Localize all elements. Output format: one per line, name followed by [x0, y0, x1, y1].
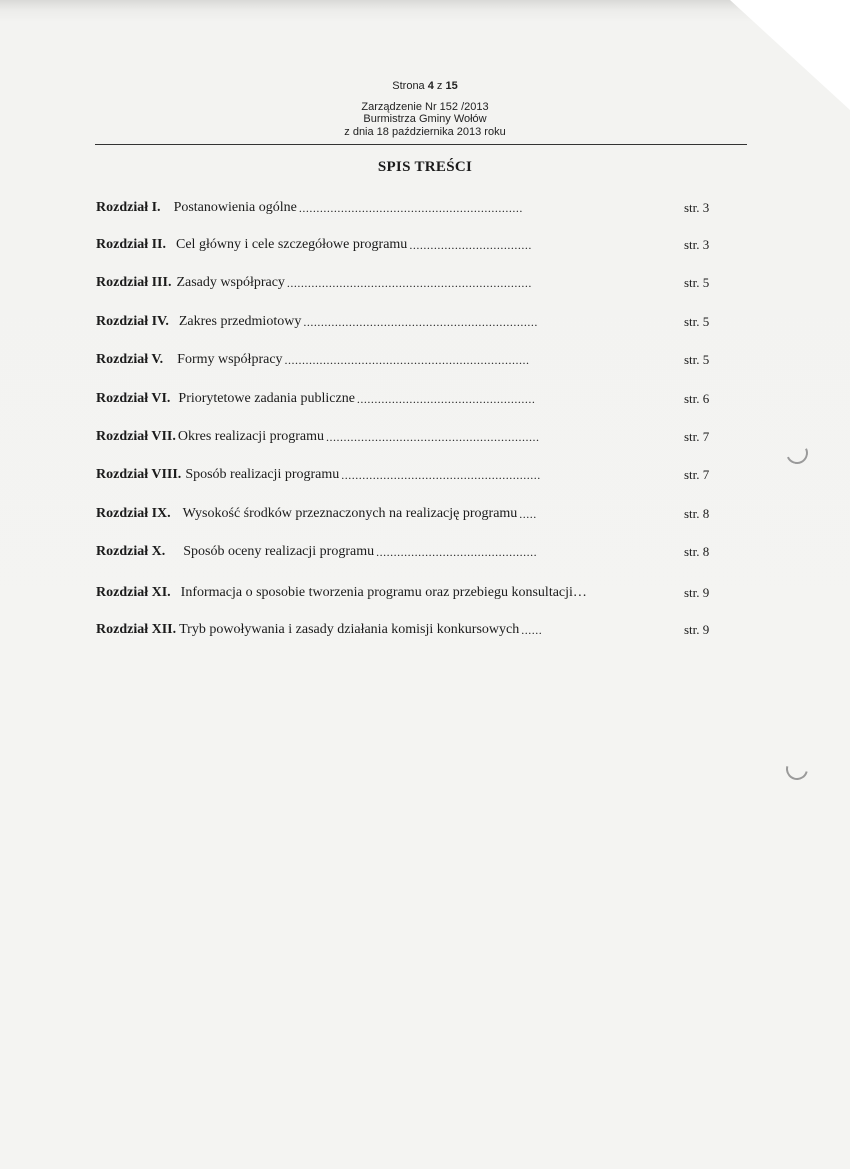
toc-chapter: Rozdział I. — [96, 200, 161, 215]
toc-page-ref: str. 5 — [684, 275, 710, 290]
toc-entry-title: Cel główny i cele szczegółowe programu — [176, 237, 408, 252]
toc-page-ref: str. 7 — [684, 429, 710, 444]
toc-chapter: Rozdział II. — [96, 237, 166, 252]
toc-entry-title: Sposób oceny realizacji programu — [183, 544, 375, 559]
toc-page-ref: str. 8 — [684, 544, 710, 559]
toc-page-ref: str. 9 — [684, 622, 710, 637]
toc-entry — [96, 199, 716, 217]
toc-page-ref: str. 5 — [684, 352, 710, 367]
toc-chapter: Rozdział III. — [96, 275, 172, 290]
toc-entry — [96, 236, 716, 254]
toc-dots: ...................................................................... — [286, 276, 532, 290]
toc-dots: ...................................................................... — [284, 353, 530, 367]
toc-page-ref: str. 8 — [684, 506, 710, 521]
toc-chapter: Rozdział IV. — [96, 314, 169, 329]
header-line-3: z dnia 18 października 2013 roku — [344, 126, 506, 138]
toc-dots: ..... — [519, 507, 537, 521]
toc-entry-title: Wysokość środków przeznaczonych na realizację programu — [182, 506, 518, 521]
toc-entry — [96, 274, 716, 292]
toc-entry-title: Sposób realizacji programu — [185, 467, 340, 482]
toc-entry-title: Zasady współpracy — [176, 275, 285, 290]
toc-dots: ................................................... — [356, 392, 536, 406]
toc-entry — [96, 313, 716, 331]
toc-entry-title: Tryb powoływania i zasady działania komisji konkursowych — [179, 622, 520, 637]
toc-title: SPIS TREŚCI — [377, 159, 473, 175]
toc-entry-title: Informacja o sposobie tworzenia programu oraz przebiegu konsultacji… — [180, 585, 587, 600]
toc-entry-title: Priorytetowe zadania publiczne — [178, 391, 355, 406]
toc-entry — [96, 621, 716, 639]
page-number-separator: z — [433, 80, 446, 92]
toc-dots: ................................... — [409, 238, 532, 252]
toc-dots: ................................................................... — [303, 315, 538, 329]
toc-entry — [96, 543, 716, 561]
page-number-prefix: Strona — [392, 80, 428, 92]
toc-entry — [96, 351, 716, 369]
toc-dots: ............................................................. — [326, 430, 540, 444]
toc-entry-title: Zakres przedmiotowy — [178, 314, 302, 329]
toc-page-ref: str. 3 — [684, 200, 710, 215]
toc-entry-title: Postanowienia ogólne — [173, 200, 297, 215]
toc-page-ref: str. 5 — [684, 314, 710, 329]
header-line-2: Burmistrza Gminy Wołów — [363, 113, 487, 125]
toc-entry — [96, 466, 716, 484]
toc-page-ref: str. 6 — [684, 391, 710, 406]
toc-dots: ......................................................... — [341, 468, 541, 482]
toc-entry — [96, 584, 716, 602]
toc-chapter: Rozdział X. — [96, 544, 166, 559]
toc-chapter: Rozdział V. — [96, 352, 164, 367]
toc-chapter: Rozdział IX. — [96, 506, 171, 521]
toc-page-ref: str. 9 — [684, 585, 710, 600]
toc-chapter: Rozdział XII. — [96, 622, 177, 637]
punch-hole-mark — [783, 439, 811, 467]
toc-page-ref: str. 3 — [684, 237, 710, 252]
toc-entry — [96, 428, 716, 446]
toc-chapter: Rozdział VI. — [96, 391, 171, 406]
toc-dots: ...... — [521, 623, 543, 637]
toc-dots: .............................................. — [376, 545, 538, 559]
header-divider — [95, 144, 747, 145]
toc-chapter: Rozdział VIII. — [96, 467, 182, 482]
header-line-1: Zarządzenie Nr 152 /2013 — [361, 101, 489, 113]
page-fold-shadow — [722, 0, 850, 45]
page-number-total: 15 — [445, 80, 458, 92]
toc-dots: ................................................................ — [298, 201, 523, 215]
page-number — [0, 80, 850, 93]
punch-hole-mark — [782, 754, 812, 784]
toc-chapter: Rozdział VII. — [96, 429, 176, 444]
toc-entry-title: Formy współpracy — [177, 352, 283, 367]
toc-entry — [96, 390, 716, 408]
page-number-current: 4 — [427, 80, 434, 92]
toc-page-ref: str. 7 — [684, 467, 710, 482]
toc-entry — [96, 505, 716, 523]
toc-entry-title: Okres realizacji programu — [177, 429, 325, 444]
toc-chapter: Rozdział XI. — [96, 585, 171, 600]
